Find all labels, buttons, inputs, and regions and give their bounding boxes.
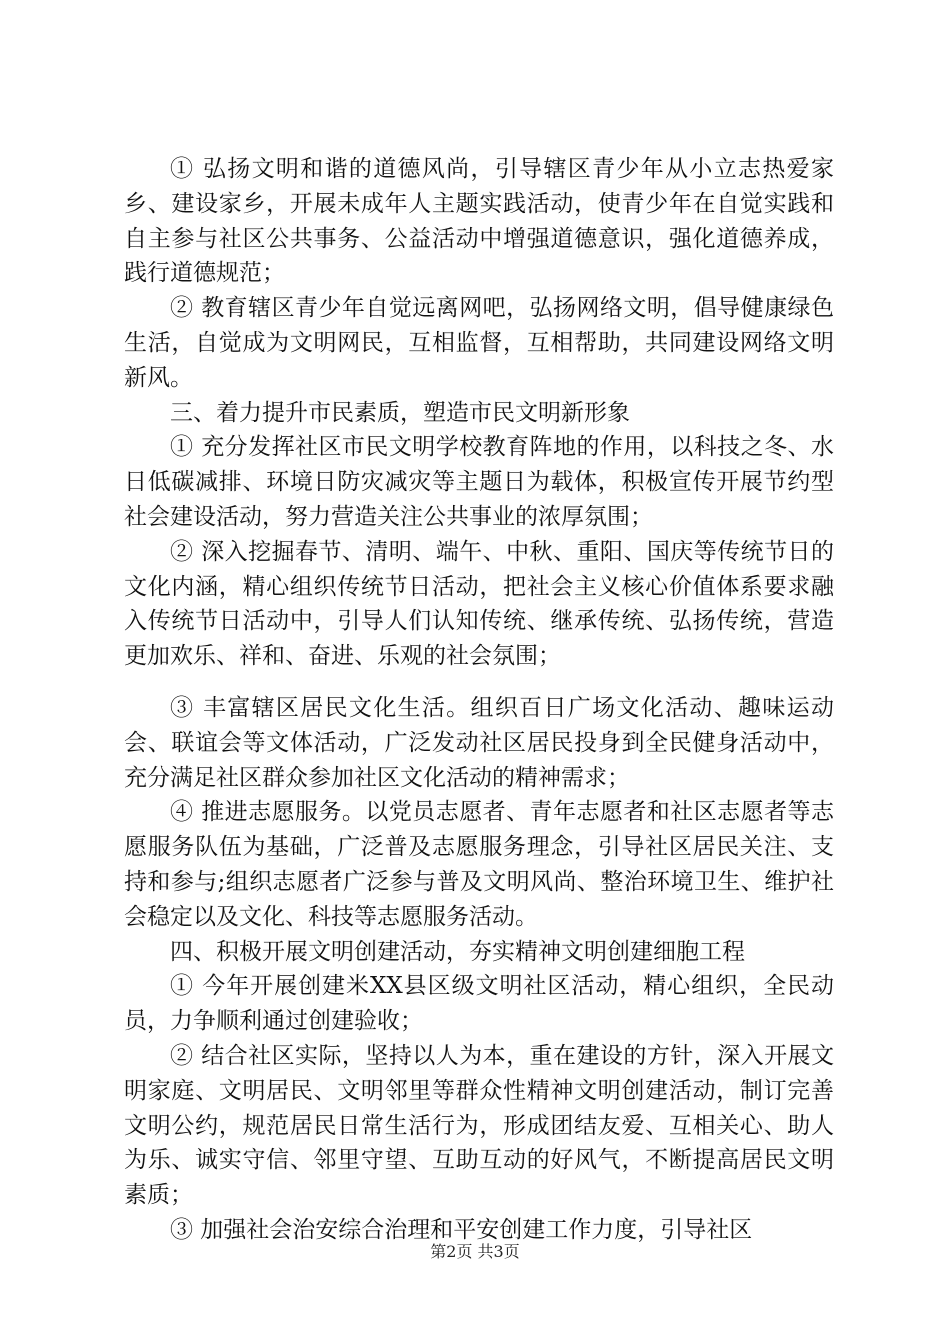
page-footer: 第2页 共3页 bbox=[430, 1242, 520, 1261]
paragraph-4: ① 充分发挥社区市民文明学校教育阵地的作用，以科技之冬、水日低碳减排、环境日防灾减灾等主题日为载体，积极宣传开展节约型社会建设活动，努力营造关注公共事业的浓厚氛围； bbox=[124, 434, 834, 530]
paragraph-1: ① 弘扬文明和谐的道德风尚，引导辖区青少年从小立志热爱家乡、建设家乡，开展未成年人主题实践活动，使青少年在自觉实践和自主参与社区公共事务、公益活动中增强道德意识，强化道德养成，践行道德规范； bbox=[124, 156, 834, 287]
paragraph-6: ③ 丰富辖区居民文化生活。组织百日广场文化活动、趣味运动会、联谊会等文体活动，广泛发动社区居民投身到全民健身活动中，充分满足社区群众参加社区文化活动的精神需求； bbox=[124, 694, 834, 791]
document-body bbox=[124, 152, 834, 1248]
section-heading-3: 三、着力提升市民素质，塑造市民文明新形象 bbox=[170, 399, 630, 426]
paragraph-7: ④ 推进志愿服务。以党员志愿者、青年志愿者和社区志愿者等志愿服务队伍为基础，广泛普及志愿服务理念，引导社区居民关注、支持和参与;组织志愿者广泛参与普及文明风尚、整治环境卫生、维护社会稳定以及文化、科技等志愿服务活动。 bbox=[124, 799, 834, 930]
paragraph-2: ② 教育辖区青少年自觉远离网吧，弘扬网络文明，倡导健康绿色生活，自觉成为文明网民，互相监督，互相帮助，共同建设网络文明新风。 bbox=[124, 295, 834, 391]
paragraph-5: ② 深入挖掘春节、清明、端午、中秋、重阳、国庆等传统节日的文化内涵，精心组织传统节日活动，把社会主义核心价值体系要求融入传统节日活动中，引导人们认知传统、继承传统、弘扬传统，营造更加欢乐、祥和、奋进、乐观的社会氛围； bbox=[124, 538, 834, 670]
paragraph-9: ① 今年开展创建米XX县区级文明社区活动，精心组织，全民动员，力争顺利通过创建验收； bbox=[124, 973, 834, 1035]
section-heading-4: 四、积极开展文明创建活动，夯实精神文明创建细胞工程 bbox=[170, 938, 745, 965]
paragraph-11: ③ 加强社会治安综合治理和平安创建工作力度，引导社区 bbox=[170, 1216, 753, 1243]
paragraph-10: ② 结合社区实际，坚持以人为本，重在建设的方针，深入开展文明家庭、文明居民、文明邻里等群众性精神文明创建活动，制订完善文明公约，规范居民日常生活行为，形成团结友爱、互相关心、助人为乐、诚实守信、邻里守望、互助互动的好风气，不断提高居民文明素质； bbox=[124, 1042, 834, 1209]
